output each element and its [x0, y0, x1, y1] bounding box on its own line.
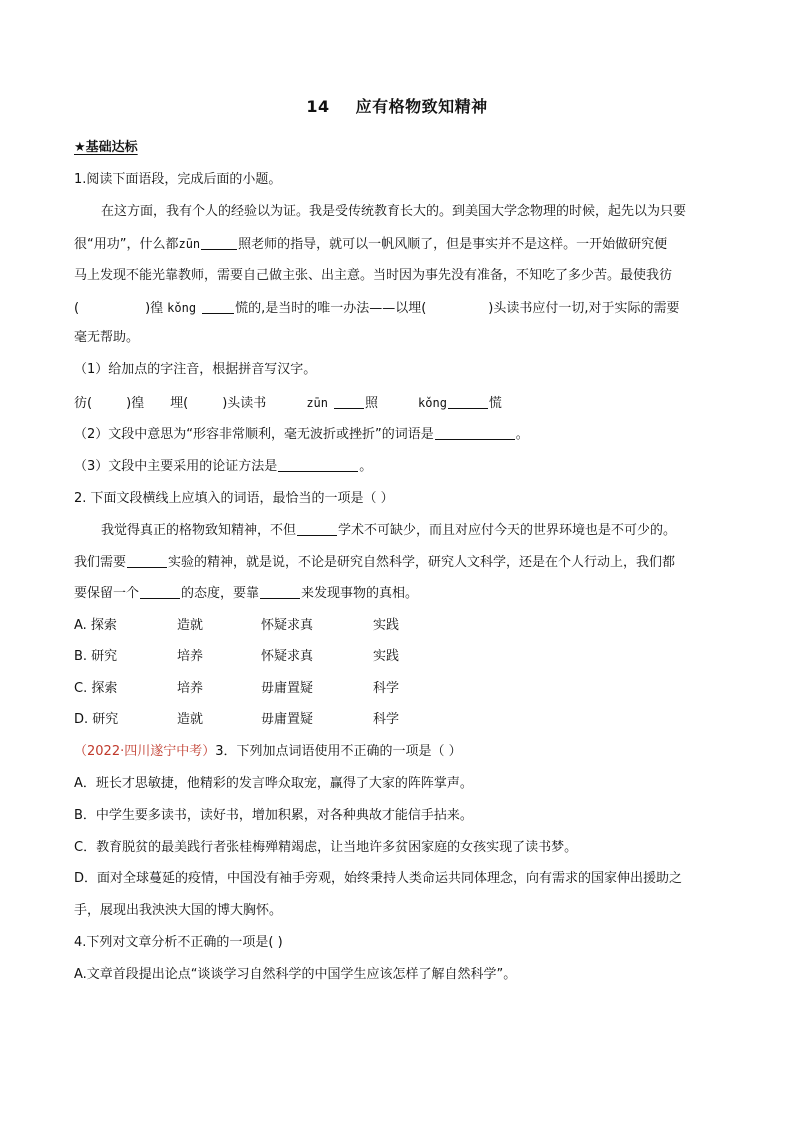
fill-blank[interactable] — [260, 585, 300, 599]
q1-stem: 1.阅读下面语段，完成后面的小题。 — [74, 172, 282, 187]
lesson-number: 14 — [306, 97, 330, 116]
fill-blank[interactable] — [202, 300, 234, 314]
q1-sub1-items: 彷( )徨 埋( )头读书 zūn 照 kǒng 慌 — [74, 396, 502, 411]
fill-blank[interactable] — [334, 395, 364, 409]
lesson-title: 应有格物致知精神 — [355, 97, 488, 116]
q3-option-a[interactable]: A．班长才思敏捷，他精彩的发言哗众取宠，赢得了大家的阵阵掌声。 — [74, 776, 473, 791]
pinyin-zun: zūn — [178, 237, 201, 251]
q1-sub1: （1）给加点的字注音，根据拼音写汉字。 — [74, 362, 317, 377]
q2-passage-line-3: 要保留一个 的态度，要靠 来发现事物的真相。 — [74, 586, 419, 601]
q3-option-c[interactable]: C．教育脱贫的最美践行者张桂梅殚精竭虑，让当地许多贫困家庭的女孩实现了读书梦。 — [74, 840, 578, 855]
fill-blank[interactable] — [201, 236, 237, 250]
page-title — [0, 94, 794, 117]
section-heading: ★基础达标 — [74, 140, 138, 155]
q3-option-d-line-1[interactable]: D．面对全球蔓延的疫情，中国没有袖手旁观，始终秉持人类命运共同体理念，向有需求的国家伸出援助之 — [74, 871, 683, 886]
q4-stem: 4.下列对文章分析不正确的一项是( ) — [74, 935, 283, 950]
fill-blank[interactable] — [127, 554, 167, 568]
q2-passage-line-1: 我觉得真正的格物致知精神，不但 学术不可缺少，而且对应付今天的世界环境也是不可少的。 — [101, 523, 677, 538]
q1-passage-line-3: 马上发现不能光靠教师，需要自己做主张、出主意。当时因为事先没有准备，不知吃了多少苦。最使我彷 — [74, 268, 673, 283]
q4-option-a[interactable]: A.文章首段提出论点“谈谈学习自然科学的中国学生应该怎样了解自然科学”。 — [74, 967, 517, 982]
pinyin-kong: kǒng — [167, 301, 197, 315]
fill-blank[interactable] — [297, 522, 337, 536]
fill-blank[interactable] — [140, 585, 180, 599]
q3-source: （2022·四川遂宁中考） — [74, 744, 216, 759]
document-page: 14 应有格物致知精神 ★基础达标 1.阅读下面语段，完成后面的小题。 在这方面，我有个人的经验以为证。我是受传统教育长大的。到美国大学念物理的时候，起先以为只要 很“用功”，什么都zūn 照老师的指导，就可以一帆风顺了，但是事实并不是这样。一开始做研究便 马上发现不能光靠教师，需要自己做主张、出主意。当时因为事先没有准备，不知吃了多少苦。最使我彷 ( )徨 kǒng 慌的,是当时的唯一办法——以埋( )头读书应付一切,对于实际的需要 毫无帮助。 （1）给加点的字注音，根据拼音写汉字。 彷( )徨 埋( )头读书 zūn 照 kǒng 慌 （2）文段中意思为“形容非常顺利，毫无波折或挫折”的词语是 。 （3）文段中主要采用的论证方法是 。 2. 下面文段横线上应填入的词语，最恰当的一项是（ ） 我觉得真正的格物致知精神，不但 学术不可缺少，而且对应付今天的世界环境也是不可少的。 我们需要 实验的精神，就是说，不论是研究自然科学，研究人文科学，还是在个人行动上，我们都 要保留一个 的态度，要靠 来发现事物的真相。 A. 探索 造就 怀疑求真 实践 B. 研究 培养 怀疑求真 实践 C. 探索 培养 毋庸置疑 科学 D. 研究 造就 毋庸置疑 科学 （2022·四川遂宁中考）3．下列加点词语使用不正确的一项是（ ） A．班长才思敏捷，他精彩的发言哗众取宠，赢得了大家的阵阵掌声。 B．中学生要多读书，读好书，增加积累，对各种典故才能信手拈来。 C．教育脱贫的最美践行者张桂梅殚精竭虑，让当地许多贫困家庭的女孩实现了读书梦。 D．面对全球蔓延的疫情，中国没有袖手旁观，始终秉持人类命运共同体理念，向有需求的国家伸出援助之 手，展现出我泱泱大国的博大胸怀。 4.下列对文章分析不正确的一项是( ) A.文章首段提出论点“谈谈学习自然科学的中国学生应该怎样了解自然科学”。 — [0, 0, 794, 1123]
q1-sub2: （2）文段中意思为“形容非常顺利，毫无波折或挫折”的词语是 。 — [74, 427, 529, 442]
q1-passage-line-5: 毫无帮助。 — [74, 330, 140, 345]
q3-option-d-line-2: 手，展现出我泱泱大国的博大胸怀。 — [74, 903, 283, 918]
q2-passage-line-2: 我们需要 实验的精神，就是说，不论是研究自然科学，研究人文科学，还是在个人行动上，我们都 — [74, 555, 676, 570]
q3-option-b[interactable]: B．中学生要多读书，读好书，增加积累，对各种典故才能信手拈来。 — [74, 808, 473, 823]
fill-blank[interactable] — [435, 426, 515, 440]
q1-passage-line-4: ( )徨 kǒng 慌的,是当时的唯一办法——以埋( )头读书应付一切,对于实际的需要 — [74, 301, 680, 316]
fill-blank[interactable] — [448, 395, 488, 409]
q1-sub3: （3）文段中主要采用的论证方法是 。 — [74, 459, 373, 474]
q1-passage-line-2: 很“用功”，什么都zūn 照老师的指导，就可以一帆风顺了，但是事实并不是这样。一开始做研究便 — [74, 237, 668, 252]
q2-stem: 2. 下面文段横线上应填入的词语，最恰当的一项是（ ） — [74, 491, 394, 506]
q1-passage-line-1: 在这方面，我有个人的经验以为证。我是受传统教育长大的。到美国大学念物理的时候，起先以为只要 — [101, 204, 687, 219]
fill-blank[interactable] — [278, 458, 358, 472]
q3-stem: （2022·四川遂宁中考）3．下列加点词语使用不正确的一项是（ ） — [74, 744, 462, 759]
